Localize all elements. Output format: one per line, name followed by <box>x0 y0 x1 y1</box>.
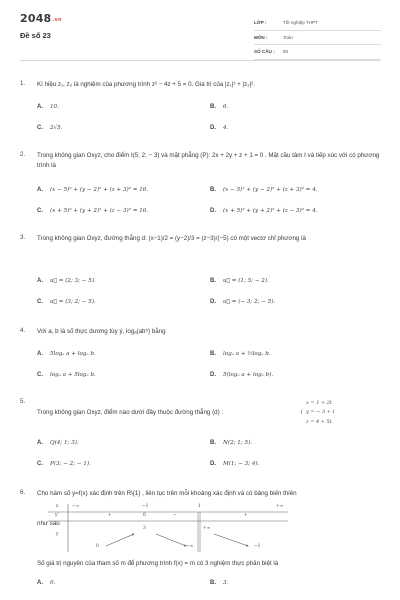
option-text: (x + 5)² + (y + 2)² + (z − 3)² = 16. <box>50 208 149 214</box>
option-letter: C. <box>37 461 43 467</box>
option-d[interactable] <box>210 125 228 131</box>
option-text: (x + 5)² + (y + 2)² + (z − 3)² = 4. <box>223 208 318 214</box>
y-value: 3 <box>143 526 146 531</box>
option-text: 10. <box>50 104 59 110</box>
option-text: 3. <box>223 580 229 586</box>
option-letter: A. <box>37 187 43 193</box>
option-letter: B. <box>210 187 216 193</box>
option-a[interactable] <box>37 104 59 110</box>
question-text: Cho hàm số y=f(x) xác định trên R\{1} , liên tục trên mỗi khoảng xác định và có bảng biến thiên <box>37 490 297 497</box>
option-text: u⃗ = (− 3; 2; − 5). <box>223 299 276 305</box>
option-c[interactable] <box>37 208 148 214</box>
option-c[interactable] <box>37 461 91 467</box>
option-a[interactable] <box>37 351 96 357</box>
option-letter: D. <box>210 299 216 305</box>
option-letter: A. <box>37 580 43 586</box>
info-value: 50 <box>283 49 289 55</box>
option-text: logₐ a + ⅕logₐ b. <box>223 351 271 357</box>
y-value: −∞ <box>186 544 194 549</box>
option-b[interactable] <box>210 440 252 446</box>
info-row-class <box>254 16 381 31</box>
option-text: 6. <box>223 104 229 110</box>
option-text: u⃗ = (2; 3; − 5). <box>50 278 96 284</box>
option-text: 5(logₐ a + logₐ b). <box>223 372 274 378</box>
option-letter: A. <box>37 440 43 446</box>
option-letter: B. <box>210 278 216 284</box>
row-label-y: y <box>56 532 59 537</box>
option-letter: B. <box>210 440 216 446</box>
x-value: 1 <box>198 504 201 509</box>
info-key: LỚP : <box>254 20 267 26</box>
option-a[interactable] <box>37 440 79 446</box>
site-logo[interactable] <box>20 12 62 25</box>
option-c[interactable] <box>37 125 62 131</box>
question-1 <box>20 80 380 140</box>
option-b[interactable] <box>210 187 318 193</box>
option-d[interactable] <box>210 461 259 467</box>
option-text: N(2; 1; 5). <box>223 440 253 446</box>
option-letter: D. <box>210 208 216 214</box>
question-text: Kí hiệu z₁, z₂ là nghiệm của phương trình z² − 4z + 5 = 0. Giá trị của |z₁|² + |z₂|². <box>37 81 255 88</box>
option-b[interactable] <box>210 580 228 586</box>
info-row-subject <box>254 31 381 46</box>
header-divider <box>20 60 380 61</box>
y-value: 0 <box>96 544 99 549</box>
variation-table-grid <box>48 504 288 552</box>
option-a[interactable] <box>37 580 55 586</box>
sign: + <box>244 513 248 518</box>
option-text: 4. <box>223 125 229 131</box>
logo-main: 2048 <box>20 12 52 25</box>
option-text: Q(4; 1; 3). <box>50 440 79 446</box>
option-letter: B. <box>210 104 216 110</box>
option-text: 0. <box>50 580 56 586</box>
option-text: M(1; − 3; 4). <box>223 461 260 467</box>
info-value: Toán <box>283 34 293 40</box>
option-letter: C. <box>37 372 43 378</box>
option-text: logₐ a + 5logₐ b. <box>50 372 96 378</box>
option-letter: C. <box>37 299 43 305</box>
question-number: 5. <box>20 398 26 405</box>
question-number: 4. <box>20 327 26 334</box>
question-number: 2. <box>20 151 26 158</box>
question-4 <box>20 327 380 387</box>
option-b[interactable] <box>210 351 271 357</box>
info-key: MÔN : <box>254 34 268 40</box>
option-letter: A. <box>37 351 43 357</box>
question-text: Trong không gian Oxyz, đường thẳng d: (x−1)/2 = (y−2)/3 = (z−3)/(−5) có một vectơ chỉ phương là <box>37 235 306 242</box>
info-value: Tốt nghiệp THPT <box>283 20 318 26</box>
option-text: P(3; − 2; − 1). <box>50 461 91 467</box>
x-value: +∞ <box>276 504 284 509</box>
question-text: Với a, b là số thực dương tùy ý, logₐ(ab⁵) bằng <box>37 328 166 335</box>
question-3 <box>20 234 380 314</box>
question-text: Trong không gian Oxyz, điểm nào dưới đây thuộc đường thẳng (d) : <box>37 409 224 416</box>
exam-title: Đề số 23 <box>20 31 51 40</box>
param-eq-y: y = − 3 + t <box>306 409 335 415</box>
sign: 0 <box>143 513 146 518</box>
question-text-continued: như sau <box>37 520 60 527</box>
question-number: 1. <box>20 80 26 87</box>
question-text: Trong không gian Oxyz, cho điểm I(5; 2; − 3) và mặt phẳng (P): 2x + 2y + z + 1 = 0 . Mặt cầu tâm I và tiếp xúc với có phương trình là <box>37 152 380 169</box>
option-text: u⃗ = (1; 5; − 2). <box>223 278 269 284</box>
option-letter: D. <box>210 461 216 467</box>
option-letter: D. <box>210 372 216 378</box>
option-letter: A. <box>37 104 43 110</box>
option-text: 5logₐ a + logₐ b. <box>50 351 96 357</box>
exam-info-panel <box>254 16 381 60</box>
option-a[interactable] <box>37 278 96 284</box>
row-label-yprime: y' <box>55 513 59 518</box>
y-value: +∞ <box>203 526 211 531</box>
option-letter: A. <box>37 278 43 284</box>
option-b[interactable] <box>210 104 228 110</box>
question-text-prompt: Số giá trị nguyên của tham số m để phương trình f(x) = m có 3 nghiệm thực phân biệt là <box>37 560 279 567</box>
option-letter: B. <box>210 351 216 357</box>
option-d[interactable] <box>210 372 273 378</box>
sign: − <box>173 513 177 518</box>
option-text: (x − 5)² + (y − 2)² + (z + 3)² = 4. <box>223 187 318 193</box>
y-value: −1 <box>254 544 261 549</box>
option-c[interactable] <box>37 299 96 305</box>
variation-table <box>48 504 288 552</box>
question-5 <box>20 398 380 478</box>
option-letter: C. <box>37 125 43 131</box>
option-d[interactable] <box>210 208 318 214</box>
x-value: −1 <box>142 504 149 509</box>
option-c[interactable] <box>37 372 96 378</box>
option-d[interactable] <box>210 299 275 305</box>
option-letter: C. <box>37 208 43 214</box>
param-eq-z: z = 4 + 5t <box>306 419 332 425</box>
param-eq-x: x = 1 + 2t <box>306 400 332 406</box>
option-text: u⃗ = (3; 2; − 5). <box>50 299 96 305</box>
row-label-x: x <box>56 504 59 509</box>
param-eq-brace: { <box>300 409 304 415</box>
question-number: 6. <box>20 489 26 496</box>
question-number: 3. <box>20 234 26 241</box>
option-b[interactable] <box>210 278 269 284</box>
info-key: SỐ CÂU : <box>254 49 275 55</box>
option-a[interactable] <box>37 187 148 193</box>
x-value: −∞ <box>72 504 80 509</box>
info-row-count <box>254 45 381 60</box>
question-2 <box>20 151 380 221</box>
sign: + <box>108 513 112 518</box>
option-letter: B. <box>210 580 216 586</box>
option-text: 2√5. <box>50 125 63 131</box>
logo-suffix: .vn <box>52 17 62 23</box>
option-letter: D. <box>210 125 216 131</box>
option-text: (x − 5)² + (y − 2)² + (z + 3)² = 16. <box>50 187 149 193</box>
